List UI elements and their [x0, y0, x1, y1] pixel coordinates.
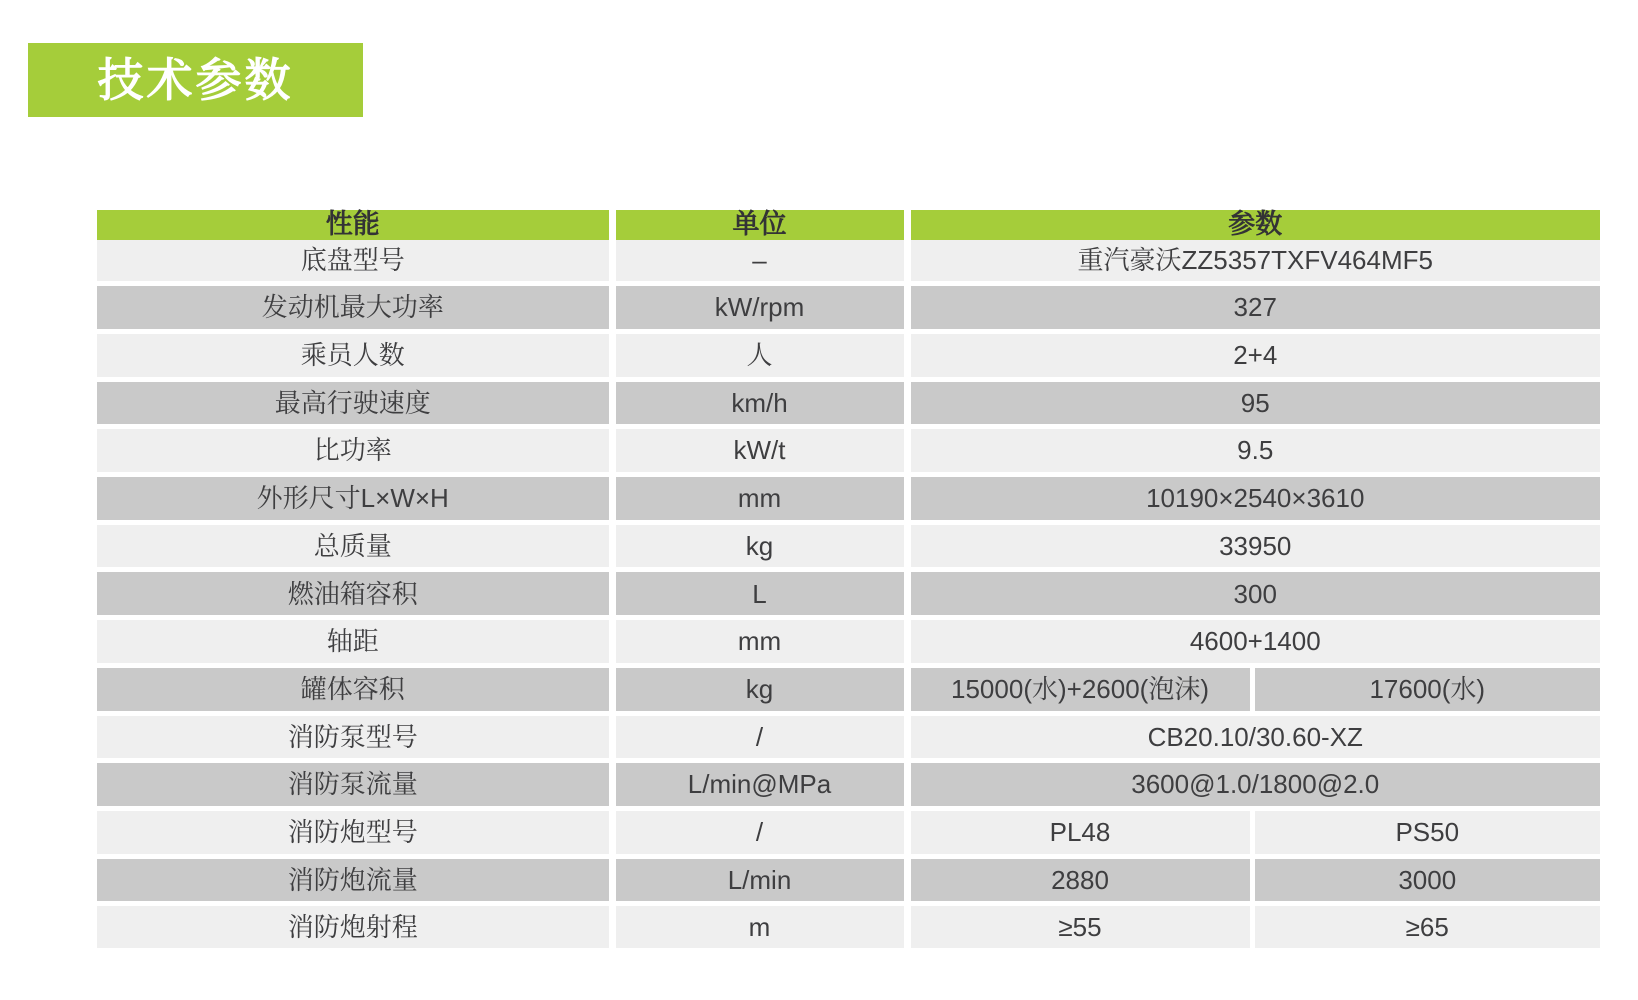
row-label-cell: 燃油箱容积 — [97, 570, 612, 618]
row-unit-cell: – — [612, 240, 907, 284]
row-label-cell: 消防炮射程 — [97, 904, 612, 948]
row-unit-cell: mm — [612, 475, 907, 523]
row-label-cell: 消防炮型号 — [97, 808, 612, 856]
row-value-subcell-left: 2880 — [907, 856, 1252, 904]
row-label-cell: 最高行驶速度 — [97, 379, 612, 427]
row-unit-cell: / — [612, 808, 907, 856]
row-value-subcell-right: 3000 — [1252, 856, 1600, 904]
table-row — [97, 240, 1600, 284]
row-unit-cell: kg — [612, 522, 907, 570]
spec-table-body — [97, 240, 1600, 948]
row-label-cell: 消防泵流量 — [97, 761, 612, 809]
table-row — [97, 284, 1600, 332]
row-unit-cell: L/min@MPa — [612, 761, 907, 809]
row-value-subcell-right: ≥65 — [1252, 904, 1600, 948]
row-label-cell: 乘员人数 — [97, 332, 612, 380]
row-label-cell: 发动机最大功率 — [97, 284, 612, 332]
section-title-label: 技术参数 — [97, 54, 294, 106]
spec-table-header-row — [97, 210, 1600, 240]
table-row — [97, 618, 1600, 666]
row-label-cell: 总质量 — [97, 522, 612, 570]
header-cell-performance: 性能 — [97, 210, 612, 240]
table-row — [97, 332, 1600, 380]
table-row — [97, 665, 1600, 713]
table-row — [97, 713, 1600, 761]
row-label-cell: 比功率 — [97, 427, 612, 475]
row-value-cell: 33950 — [907, 522, 1600, 570]
row-unit-cell: kW/rpm — [612, 284, 907, 332]
row-unit-cell: km/h — [612, 379, 907, 427]
row-unit-cell: m — [612, 904, 907, 948]
row-unit-cell: mm — [612, 618, 907, 666]
row-value-subcell-left: PL48 — [907, 808, 1252, 856]
row-value-cell: 10190×2540×3610 — [907, 475, 1600, 523]
row-value-subcell-right: 17600(水) — [1252, 665, 1600, 713]
section-title — [28, 43, 363, 117]
row-label-cell: 消防泵型号 — [97, 713, 612, 761]
table-row — [97, 808, 1600, 856]
row-label-cell: 底盘型号 — [97, 240, 612, 284]
table-row — [97, 379, 1600, 427]
row-unit-cell: 人 — [612, 332, 907, 380]
row-value-cell: 95 — [907, 379, 1600, 427]
row-value-cell: 300 — [907, 570, 1600, 618]
spec-table — [97, 210, 1600, 948]
row-value-subcell-right: PS50 — [1252, 808, 1600, 856]
table-row — [97, 856, 1600, 904]
table-row — [97, 570, 1600, 618]
row-value-subcell-left: ≥55 — [907, 904, 1252, 948]
row-label-cell: 轴距 — [97, 618, 612, 666]
table-row — [97, 475, 1600, 523]
row-value-cell: 9.5 — [907, 427, 1600, 475]
row-value-subcell-left: 15000(水)+2600(泡沫) — [907, 665, 1252, 713]
row-value-cell: 4600+1400 — [907, 618, 1600, 666]
row-value-cell: CB20.10/30.60-XZ — [907, 713, 1600, 761]
header-cell-unit: 单位 — [612, 210, 907, 240]
table-row — [97, 522, 1600, 570]
row-value-cell: 2+4 — [907, 332, 1600, 380]
row-label-cell: 外形尺寸L×W×H — [97, 475, 612, 523]
row-unit-cell: L — [612, 570, 907, 618]
table-row — [97, 761, 1600, 809]
row-label-cell: 罐体容积 — [97, 665, 612, 713]
row-unit-cell: L/min — [612, 856, 907, 904]
row-value-cell: 重汽豪沃ZZ5357TXFV464MF5 — [907, 240, 1600, 284]
row-value-cell: 327 — [907, 284, 1600, 332]
row-unit-cell: kW/t — [612, 427, 907, 475]
row-label-cell: 消防炮流量 — [97, 856, 612, 904]
table-row — [97, 427, 1600, 475]
table-row — [97, 904, 1600, 948]
row-unit-cell: kg — [612, 665, 907, 713]
row-unit-cell: / — [612, 713, 907, 761]
row-value-cell: 3600@1.0/1800@2.0 — [907, 761, 1600, 809]
header-cell-parameter: 参数 — [907, 210, 1600, 240]
